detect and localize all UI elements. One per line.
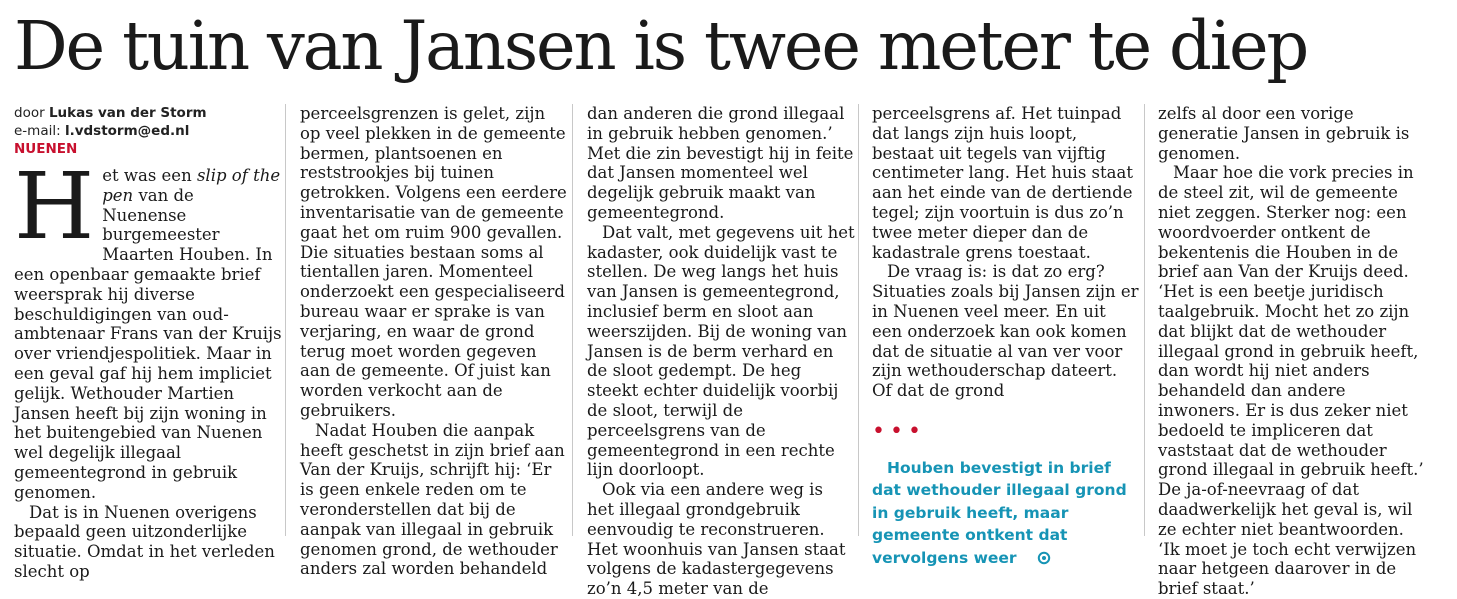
column-divider: [1144, 104, 1145, 536]
article-column-4: [872, 104, 1140, 569]
article-column-1: [14, 104, 282, 582]
byline-author-line: [14, 104, 282, 122]
reload-icon[interactable]: [1022, 549, 1036, 563]
dateline: NUENEN: [14, 141, 78, 157]
lead-paragraph: [14, 153, 282, 503]
body-paragraph: Dat is in Nuenen overigens bepaald geen uitzonderlijke situatie. Omdat in het verleden slecht op: [14, 502, 275, 581]
pull-quote-dots: •••: [872, 418, 926, 444]
byline-prefix: door: [14, 105, 49, 121]
body-paragraph: Maar hoe die vork precies in de steel zit, wil de gemeente niet zeggen. Sterker nog: een woordvoerder ontkent de bekentenis die Houben in de brief aan Van der Kruijs deed. ‘Het is een beetje juridisch taalgebruik. Mocht het zo zijn dat blijkt dat de wethouder illegaal grond in gebruik heeft, dan wordt hij niet anders behandeld dan andere inwoners. Er is dus zeker niet bedoeld te impliceren dat vaststaat dat de wethouder grond illegaal in gebruik heeft.’ De ja-of-neevraag of dat daadwerkelijk het geval is, wil ze echter niet beantwoorden. ‘Ik moet je toch echt verwijzen naar hetgeen daarover in de brief staat.’: [1158, 163, 1424, 599]
headline: De tuin van Jansen is twee meter te diep: [14, 7, 1308, 85]
column-divider: [285, 104, 286, 536]
lead-text-start: et was een: [102, 166, 197, 185]
article-column-3: [587, 104, 855, 599]
body-paragraph-continued: dan anderen die grond illegaal in gebruik hebben genomen.’ Met die zin bevestigt hij in feite dat Jansen momenteel wel degelijk gebruik maakt van gemeentegrond.: [587, 104, 854, 222]
body-paragraph: Ook via een andere weg is het illegaal grondgebruik eenvoudig te reconstrueren. Het woonhuis van Jansen staat volgens de kadastergegevens zo’n 4,5 meter van de: [587, 480, 846, 599]
body-paragraph: Nadat Houben die aanpak heeft geschetst in zijn brief aan Van der Kruijs, schrijft hij: ‘Er is geen enkele reden om te veronderstellen dat bij de aanpak van illegaal in gebruik genomen grond, de wethouder anders zal worden behandeld: [300, 420, 565, 579]
byline-email-line: [14, 122, 282, 140]
author-email-link[interactable]: l.vdstorm@ed.nl: [64, 123, 190, 139]
lead-text-rest: van de Nuenense burgemeester Maarten Houben. In een openbaar gemaakte brief weersprak hij diverse beschuldigingen van oud-ambtenaar Frans van der Kruijs over vriendjespolitiek. Maar in een geval gaf hij hem impliciet gelijk. Wethouder Martien Jansen heeft bij zijn woning in het buitengebied van Nuenen wel degelijk illegaal gemeentegrond in gebruik genomen.: [14, 185, 282, 502]
body-paragraph: De vraag is: is dat zo erg? Situaties zoals bij Jansen zijn er in Nuenen veel meer. En uit een onderzoek kan ook komen dat de situatie al van ver voor zijn wethouderschap dateert. Of dat de grond: [872, 262, 1139, 401]
lead-italic-phrase: slip of the pen: [102, 166, 281, 205]
column-divider: [572, 104, 573, 536]
column-divider: [858, 104, 859, 536]
author-name: Lukas van der Storm: [48, 105, 207, 121]
article-column-2: [300, 104, 568, 579]
pull-quote-text-content: Houben bevestigt in brief dat wethouder illegaal grond in gebruik heeft, maar gemeente ontkent dat vervolgens weer: [872, 458, 1127, 567]
pull-quote: [872, 418, 1140, 570]
body-paragraph: Dat valt, met gegevens uit het kadaster, ook duidelijk vast te stellen. De weg langs het huis van Jansen is gemeentegrond, inclusief berm en sloot aan weerszijden. Bij de woning van Jansen is de berm verhard en de sloot gedempt. De heg steekt echter duidelijk voorbij de sloot, terwijl de perceelsgrens van de gemeentegrond in een rechte lijn doorloopt.: [587, 222, 855, 480]
pull-quote-text: [872, 457, 1140, 570]
drop-cap: H: [14, 153, 95, 260]
byline: [14, 104, 282, 140]
body-paragraph-continued: zelfs al door een vorige generatie Jansen in gebruik is genomen.: [1158, 104, 1410, 163]
email-prefix: e-mail:: [14, 123, 65, 139]
article-column-5: [1158, 104, 1426, 599]
body-paragraph-continued: perceelsgrenzen is gelet, zijn op veel plekken in de gemeente bermen, plantsoenen en reststrookjes bij tuinen getrokken. Volgens een eerdere inventarisatie van de gemeente gaat het om ruim 900 gevallen. Die situaties bestaan soms al tientallen jaren. Momenteel onderzoekt een gespecialiseerd bureau waar er sprake is van verjaring, en waar de grond terug moet worden gegeven aan de gemeente. Of juist kan worden verkocht aan de gebruikers.: [300, 104, 567, 420]
body-paragraph-continued: perceelsgrens af. Het tuinpad dat langs zijn huis loopt, bestaat uit tegels van vijftig centimeter lang. Het huis staat aan het einde van de dertiende tegel; zijn voortuin is dus zo’n twee meter dieper dan de kadastrale grens toestaat.: [872, 104, 1133, 262]
